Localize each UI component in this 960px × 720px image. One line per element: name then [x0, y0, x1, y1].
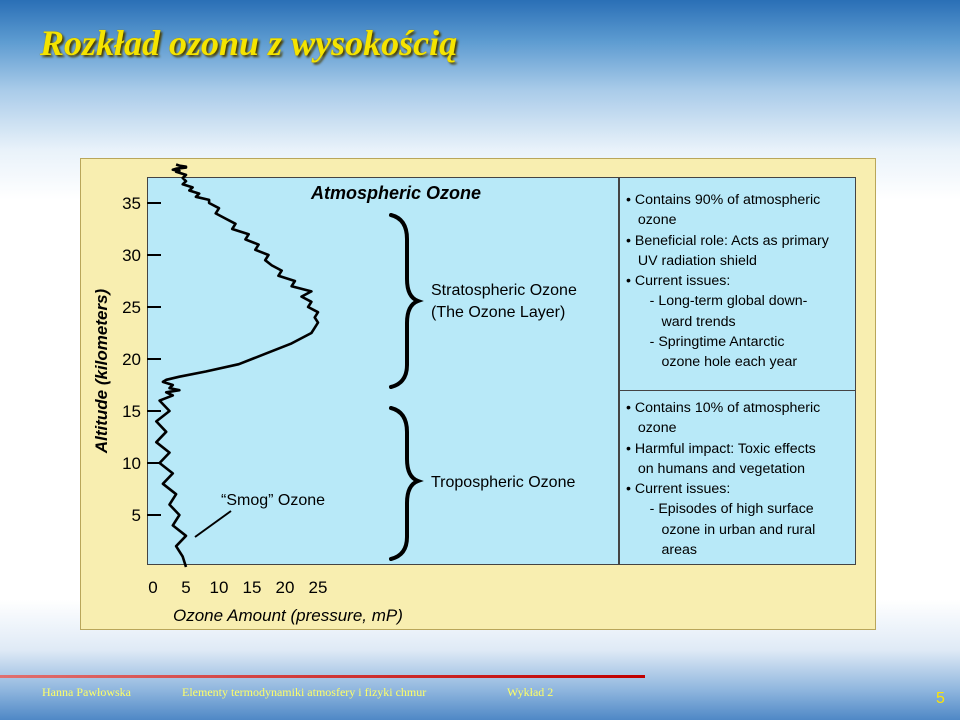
y-tick-label: 35 [122, 194, 141, 213]
y-tick-label: 25 [122, 298, 141, 317]
y-axis [122, 194, 161, 525]
ozone-figure [80, 158, 876, 630]
footer-author: Hanna Pawłowska [42, 685, 131, 699]
y-tick-label: 15 [122, 402, 141, 421]
smog-pointer [195, 511, 231, 537]
note-line: • Current issues: [626, 273, 731, 290]
x-tick-label: 5 [181, 578, 191, 597]
slide-title: Rozkład ozonu z wysokością [40, 23, 458, 63]
stratospheric-label-1: Stratospheric Ozone [431, 282, 577, 299]
page-number: 5 [936, 690, 945, 707]
note-line: • Current issues: [626, 481, 731, 498]
x-tick-label: 15 [242, 578, 262, 597]
y-tick-label: 20 [122, 350, 141, 369]
ozone-chart [81, 159, 877, 631]
y-tick-label: 30 [122, 246, 141, 265]
note-line: • Contains 90% of atmospheric [626, 192, 821, 208]
x-tick-label: 10 [209, 578, 229, 597]
troposphere-brace [391, 408, 418, 559]
footer-rule [0, 675, 645, 678]
tropospheric-label: Tropospheric Ozone [431, 474, 576, 491]
note-line: • Harmful impact: Toxic effects [626, 440, 816, 457]
x-axis-label: Ozone Amount (pressure, mP) [173, 606, 403, 625]
stratosphere-brace [391, 215, 418, 387]
note-line: ozone [626, 420, 677, 437]
y-tick-label: 10 [122, 454, 141, 473]
note-line: ward trends [626, 313, 736, 330]
note-line: - Long-term global down- [626, 293, 808, 310]
y-tick-label: 5 [131, 506, 141, 525]
footer-lecture: Wykład 2 [507, 685, 554, 699]
smog-label: “Smog” Ozone [221, 492, 326, 509]
y-axis-label: Altitude (kilometers) [92, 288, 111, 454]
x-tick-label: 20 [275, 578, 295, 597]
footer-course: Elementy termodynamiki atmosfery i fizyki chmur [182, 685, 427, 699]
stratospheric-label-2: (The Ozone Layer) [431, 304, 566, 321]
note-line: UV radiation shield [626, 252, 757, 269]
note-line: ozone hole each year [626, 354, 798, 371]
note-line: ozone in urban and rural [626, 521, 816, 538]
note-line: • Beneficial role: Acts as primary [626, 232, 829, 249]
x-tick-label: 25 [308, 578, 328, 597]
x-tick-label: 0 [148, 578, 158, 597]
note-line: - Springtime Antarctic [626, 334, 785, 351]
note-line: - Episodes of high surface [626, 501, 814, 518]
note-line: areas [626, 542, 697, 559]
x-axis [148, 578, 327, 597]
note-line: ozone [626, 212, 677, 229]
note-line: • Contains 10% of atmospheric [626, 400, 821, 416]
chart-title: Atmospheric Ozone [311, 183, 482, 203]
note-line: on humans and vegetation [626, 460, 806, 477]
